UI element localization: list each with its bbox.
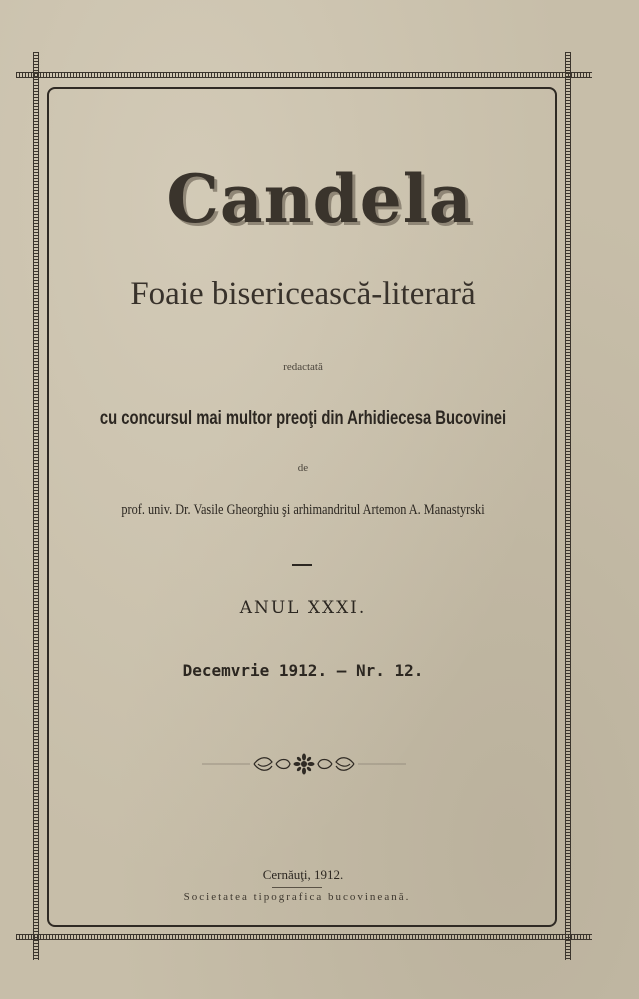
de-label: de [297, 462, 309, 474]
separator-dash [292, 564, 312, 566]
printer-rule [272, 887, 322, 888]
printer-name: Societatea tipografica bucovineană. [183, 891, 411, 903]
redactata-label: redactată [283, 361, 323, 373]
journal-subtitle: Foaie bisericească-literară [130, 276, 476, 312]
bottom-ornamental-rule [16, 934, 592, 940]
editors-line: prof. univ. Dr. Vasile Gheorghiu şi arhimandritul Artemon A. Manastyrski [121, 502, 485, 518]
issue-line: Decemvrie 1912. — Nr. 12. [182, 661, 424, 680]
journal-title: Candela [166, 160, 473, 238]
place-and-year: Cernăuţi, 1912. [262, 867, 344, 882]
top-ornamental-rule [16, 72, 592, 78]
year-label: ANUL XXXI. [239, 598, 367, 618]
contributors-line: cu concursul mai multor preoţi din Arhidiecesa Bucovinei [99, 408, 507, 429]
floral-vignette-icon [202, 752, 406, 776]
